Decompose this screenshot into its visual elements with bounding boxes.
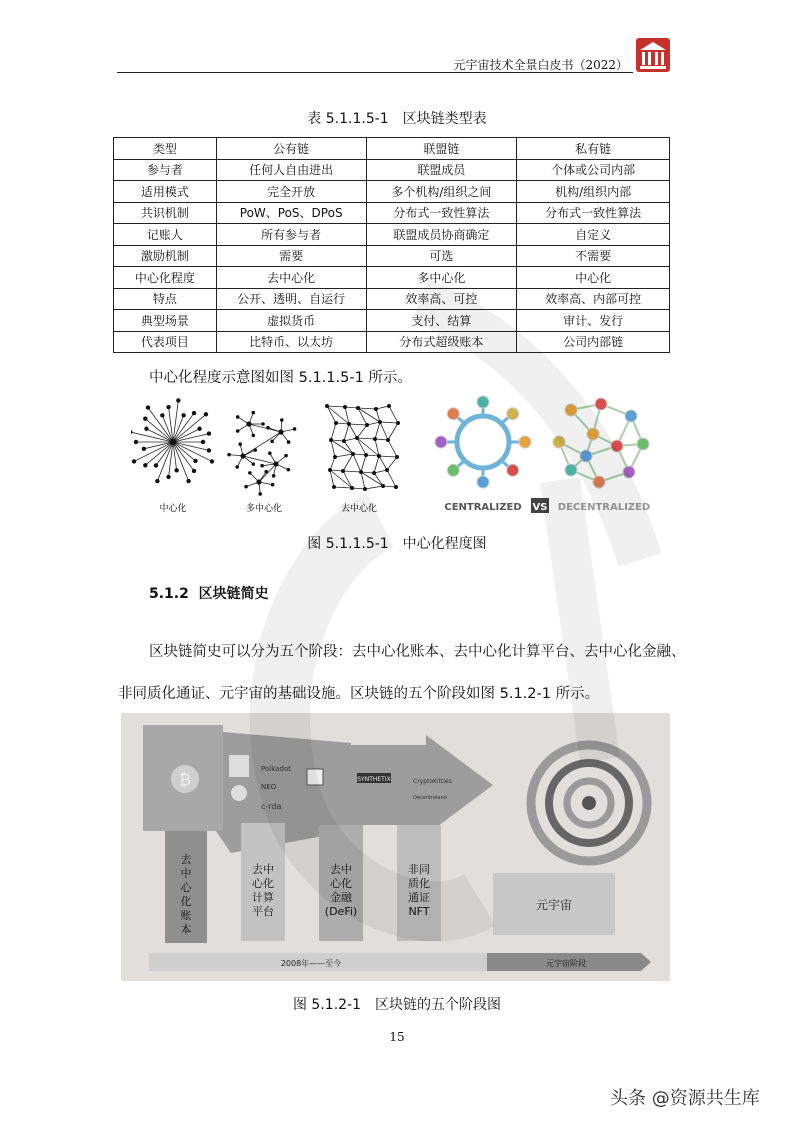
fig1-label-centralized: 中心化 — [159, 504, 187, 514]
table-cell: 分布式一致性算法 — [366, 202, 517, 224]
tron-icon — [231, 785, 247, 801]
section-number: 5.1.2 — [149, 586, 189, 602]
footer-watermark: 头条 @资源共生库 — [610, 1088, 760, 1109]
table-header-cell: 公有链 — [216, 138, 366, 160]
decentralized-network-diagram — [325, 404, 400, 491]
table-header-cell: 私有链 — [517, 138, 670, 160]
table-cell: 不需要 — [517, 245, 670, 267]
history-paragraph-line2: 非同质化通证、元宇宙的基础设施。区块链的五个阶段如图 5.1.2-1 所示。 — [118, 686, 600, 702]
table-cell: PoW、PoS、DPoS — [216, 202, 366, 224]
stage-label-line: 计算 — [252, 891, 274, 904]
table-cell: 多中心化 — [366, 267, 517, 289]
logo-synthetix: SYNTHETIX — [357, 776, 391, 783]
table-header-cell: 类型 — [114, 138, 217, 160]
fig1-label-decentralized: 去中心化 — [340, 504, 378, 514]
table-row — [114, 288, 670, 310]
figure2-caption: 图 5.1.2-1 区块链的五个阶段图 — [292, 997, 502, 1013]
stage-label-line: 平台 — [252, 905, 274, 918]
stage-label-line: NFT — [408, 905, 430, 918]
stage-label-line: 非同 — [408, 863, 430, 876]
logo-polkadot: Polkadot — [261, 765, 291, 773]
table-cell: 自定义 — [517, 224, 670, 246]
table-header-cell: 联盟链 — [366, 138, 517, 160]
stage-label-line: 中 — [180, 867, 192, 880]
table-cell: 任何人自由进出 — [216, 159, 366, 181]
section-title: 区块链简史 — [198, 586, 269, 602]
table-row-header: 参与者 — [114, 159, 217, 181]
table-row — [114, 224, 670, 246]
table-cell: 完全开放 — [216, 181, 366, 203]
table-row-header: 典型场景 — [114, 310, 217, 332]
table-row — [114, 202, 670, 224]
stage-label-line: 质化 — [408, 877, 430, 890]
table-cell: 中心化 — [517, 267, 670, 289]
table-row-header: 特点 — [114, 288, 217, 310]
blockchain-stages-figure — [121, 713, 670, 981]
page-number: 15 — [389, 1030, 405, 1044]
table-cell: 分布式一致性算法 — [517, 202, 670, 224]
table-row — [114, 267, 670, 289]
table-header-row — [114, 138, 670, 160]
table-cell: 联盟成员协商确定 — [366, 224, 517, 246]
fig1-label-multi: 多中心化 — [245, 504, 283, 514]
stage-label-line: 金融 — [330, 891, 352, 904]
timeline-right-label: 元宇宙阶段 — [546, 959, 586, 968]
figure1-caption: 图 5.1.1.5-1 中心化程度图 — [307, 536, 487, 552]
decentralized-text: DECENTRALIZED — [557, 502, 651, 513]
table-cell: 公开、透明、自运行 — [216, 288, 366, 310]
table-cell: 效率高、内部可控 — [517, 288, 670, 310]
centralization-figure — [131, 394, 661, 518]
table-body — [114, 159, 670, 353]
stage-label-line: 心化 — [252, 877, 274, 890]
table-row-header: 中心化程度 — [114, 267, 217, 289]
logo-neo: NEO — [261, 783, 277, 791]
svg-text:₿: ₿ — [179, 770, 191, 789]
table-cell: 审计、发行 — [517, 310, 670, 332]
table-caption: 表 5.1.1.5-1 区块链类型表 — [307, 111, 487, 127]
logo-cryptokitties: CryptoKitties — [413, 778, 452, 785]
table-cell: 公司内部链 — [517, 331, 670, 353]
table-row — [114, 245, 670, 267]
table-row — [114, 331, 670, 353]
table-cell: 个体或公司内部 — [517, 159, 670, 181]
table-cell: 需要 — [216, 245, 366, 267]
table-cell: 多个机构/组织之间 — [366, 181, 517, 203]
stage-label-line: 心 — [180, 881, 192, 894]
table-row-header: 激励机制 — [114, 245, 217, 267]
table-cell: 支付、结算 — [366, 310, 517, 332]
table-row — [114, 181, 670, 203]
stage-label-line: 去 — [180, 853, 192, 866]
logo-crda: c-rda — [261, 802, 282, 811]
defi-icon — [307, 769, 323, 785]
stage-label-line: 去中 — [330, 863, 352, 876]
timeline-left-label: 2008年——至今 — [280, 959, 342, 968]
header-rule — [117, 72, 633, 73]
table-cell: 分布式超级账本 — [366, 331, 517, 353]
ethereum-icon — [229, 755, 249, 777]
table-row-header: 共识机制 — [114, 202, 217, 224]
history-paragraph-line1: 区块链简史可以分为五个阶段：去中心化账本、去中心化计算平台、去中心化金融、 — [149, 644, 686, 660]
table-row — [114, 310, 670, 332]
stage-label-line: 心化 — [330, 877, 352, 890]
metaverse-label: 元宇宙 — [535, 898, 573, 912]
table-cell: 所有参与者 — [216, 224, 366, 246]
table-cell: 虚拟货币 — [216, 310, 366, 332]
table-row-header: 适用模式 — [114, 181, 217, 203]
table-cell: 去中心化 — [216, 267, 366, 289]
centralized-network-diagram — [131, 398, 214, 483]
section-heading — [149, 583, 269, 603]
stage-label-line: 化 — [180, 895, 192, 908]
table-row — [114, 159, 670, 181]
table-cell: 效率高、可控 — [366, 288, 517, 310]
publisher-logo — [636, 38, 670, 72]
stage-label-line: 账 — [180, 909, 192, 922]
stage-label-line: 去中 — [252, 863, 274, 876]
table-cell: 联盟成员 — [366, 159, 517, 181]
stage-label-line: 本 — [180, 923, 192, 936]
metaverse-spiral-icon — [531, 745, 647, 861]
stage-label-line: (DeFi) — [324, 905, 358, 918]
table-row-header: 代表项目 — [114, 331, 217, 353]
table-row-header: 记账人 — [114, 224, 217, 246]
table-cell: 可选 — [366, 245, 517, 267]
blockchain-type-table — [113, 137, 670, 353]
table-cell: 比特币、以太坊 — [216, 331, 366, 353]
centralized-text: CENTRALIZED — [444, 502, 522, 513]
figure1-intro: 中心化程度示意图如图 5.1.1.5-1 所示。 — [149, 370, 412, 386]
vs-text: VS — [532, 502, 548, 513]
logo-decentraland: Decentraland — [413, 795, 447, 801]
multi-center-network-diagram — [227, 411, 296, 496]
header-title: 元宇宙技术全景白皮书（2022） — [453, 58, 628, 72]
table-cell: 机构/组织内部 — [517, 181, 670, 203]
stage-label-line: 通证 — [408, 891, 430, 904]
